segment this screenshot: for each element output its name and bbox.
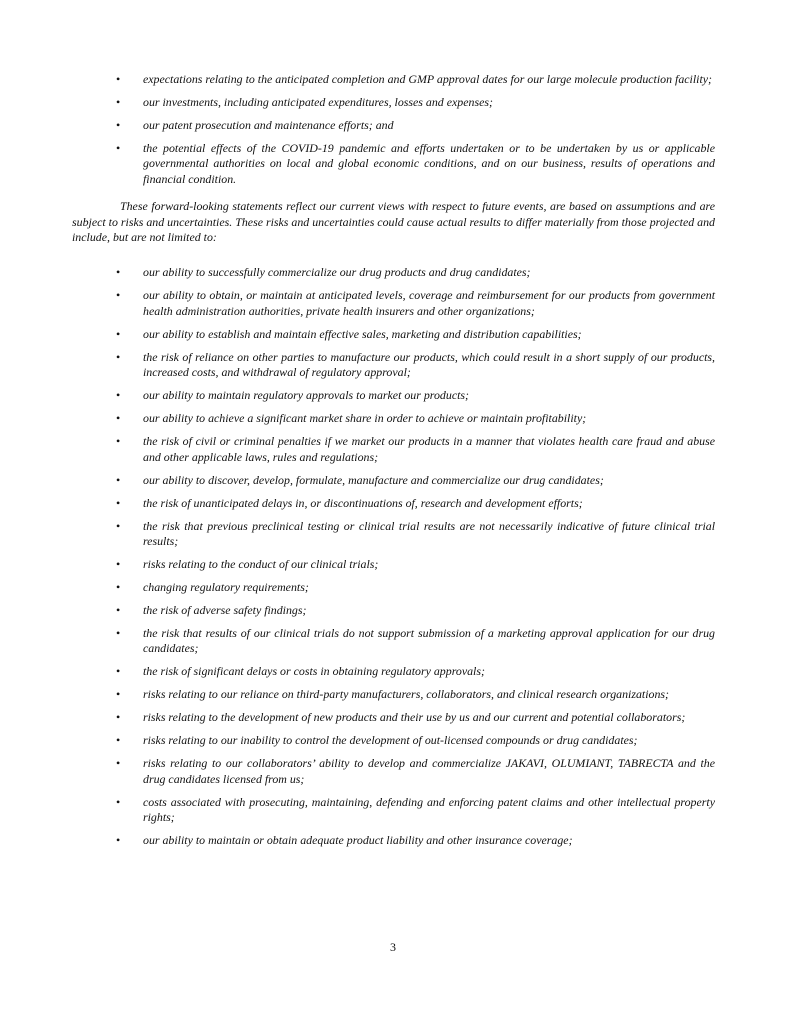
- list-item: [72, 141, 715, 187]
- list-item: [72, 265, 715, 280]
- bullet-icon: •: [116, 326, 121, 341]
- list-item-text: the risk of civil or criminal penalties if we market our products in a manner that violates health care fraud and abuse and other applicable laws, rules and regulations;: [143, 434, 715, 464]
- list-item-text: risks relating to the conduct of our clinical trials;: [143, 557, 379, 572]
- risk-factors-list: [72, 265, 715, 848]
- list-item: [72, 72, 715, 87]
- bullet-icon: •: [116, 95, 121, 109]
- page-content: [72, 72, 715, 856]
- bullet-icon: •: [116, 710, 121, 725]
- bullet-icon: •: [116, 733, 121, 748]
- list-item: [72, 710, 715, 725]
- list-item-text: the risk that results of our clinical trials do not support submission of a marketing approval application for our drug candidates;: [143, 626, 715, 656]
- list-item-text: risks relating to our reliance on third-party manufacturers, collaborators, and clinical research organizations;: [143, 687, 670, 702]
- forward-looking-topics-list: [72, 72, 715, 187]
- list-item: [72, 496, 715, 511]
- intro-paragraph: These forward-looking statements reflect our current views with respect to future events, are based on assumptions and are subject to risks and uncertainties. These risks and uncertainties could cause actual results to differ materially from those projected and include, but are not limited to:: [72, 199, 715, 245]
- bullet-icon: •: [116, 72, 121, 86]
- list-item: [72, 664, 715, 679]
- list-item-text: the risk of significant delays or costs in obtaining regulatory approvals;: [143, 664, 485, 679]
- bullet-icon: •: [116, 518, 121, 533]
- bullet-icon: •: [116, 388, 121, 403]
- list-item-text: the risk that previous preclinical testing or clinical trial results are not necessarily indicative of future clinical trial results;: [143, 518, 715, 549]
- list-item: [72, 473, 715, 488]
- list-item: [72, 95, 715, 110]
- list-item-text: our ability to discover, develop, formulate, manufacture and commercialize our drug candidates;: [143, 472, 604, 487]
- bullet-icon: •: [116, 265, 121, 280]
- list-item: [72, 557, 715, 572]
- list-item: [72, 350, 715, 381]
- bullet-icon: •: [116, 756, 121, 771]
- list-item-text: our ability to maintain or obtain adequate product liability and other insurance coverage;: [143, 833, 573, 848]
- list-item-text: our ability to maintain regulatory approvals to market our products;: [143, 388, 469, 403]
- bullet-icon: •: [116, 687, 121, 702]
- list-item: [72, 434, 715, 465]
- bullet-icon: •: [116, 349, 121, 364]
- list-item-text: the risk of reliance on other parties to manufacture our products, which could result in a short supply of our products, increased costs, and withdrawal of regulatory approval;: [143, 349, 715, 380]
- list-item-text: the potential effects of the COVID-19 pandemic and efforts undertaken or to be undertaken by us or applicable governmental authorities on local and global economic conditions, and on our business, results of operations and financial condition.: [143, 141, 715, 186]
- list-item: [72, 603, 715, 618]
- bullet-icon: •: [116, 664, 121, 679]
- list-item: [72, 411, 715, 426]
- list-item-text: expectations relating to the anticipated completion and GMP approval dates for our large molecule production facility;: [143, 72, 712, 86]
- list-item-text: our ability to successfully commercialize our drug products and drug candidates;: [143, 265, 531, 280]
- bullet-icon: •: [116, 833, 121, 848]
- bullet-icon: •: [116, 288, 121, 303]
- list-item-text: risks relating to our inability to control the development of out-licensed compounds or drug candidates;: [143, 733, 638, 748]
- bullet-icon: •: [116, 580, 121, 595]
- list-item: [72, 288, 715, 319]
- bullet-icon: •: [116, 794, 121, 809]
- list-item: [72, 733, 715, 748]
- list-item-text: the risk of adverse safety findings;: [143, 603, 307, 618]
- list-item: [72, 795, 715, 826]
- list-item-text: our ability to establish and maintain effective sales, marketing and distribution capabilities;: [143, 326, 582, 341]
- list-item: [72, 833, 715, 848]
- list-item: [72, 756, 715, 787]
- list-item: [72, 580, 715, 595]
- list-item-text: our ability to achieve a significant market share in order to achieve or maintain profitability;: [143, 411, 587, 426]
- list-item-text: changing regulatory requirements;: [143, 580, 309, 595]
- list-item-text: our ability to obtain, or maintain at anticipated levels, coverage and reimbursement for our products from government health administration authorities, private health insurers and other organizations;: [143, 288, 715, 318]
- list-item: [72, 687, 715, 702]
- bullet-icon: •: [116, 472, 121, 487]
- list-item: [72, 327, 715, 342]
- bullet-icon: •: [116, 411, 121, 426]
- list-item-text: the risk of unanticipated delays in, or discontinuations of, research and development efforts;: [143, 495, 583, 510]
- list-item: [72, 388, 715, 403]
- bullet-icon: •: [116, 141, 121, 155]
- list-item: [72, 626, 715, 657]
- list-item-text: costs associated with prosecuting, maintaining, defending and enforcing patent claims and other intellectual property rights;: [143, 794, 715, 825]
- list-item-text: risks relating to the development of new products and their use by us and our current and potential collaborators;: [143, 710, 686, 725]
- list-item-text: risks relating to our collaborators’ ability to develop and commercialize JAKAVI, OLUMIANT, TABRECTA and the drug candidates licensed from us;: [143, 756, 715, 786]
- bullet-icon: •: [116, 434, 121, 449]
- bullet-icon: •: [116, 603, 121, 618]
- list-item: [72, 519, 715, 550]
- page-number: 3: [390, 940, 396, 954]
- bullet-icon: •: [116, 626, 121, 641]
- list-item-text: our patent prosecution and maintenance efforts; and: [143, 118, 394, 132]
- bullet-icon: •: [116, 495, 121, 510]
- bullet-icon: •: [116, 557, 121, 572]
- list-item: [72, 118, 715, 133]
- bullet-icon: •: [116, 118, 121, 132]
- list-item-text: our investments, including anticipated expenditures, losses and expenses;: [143, 95, 493, 109]
